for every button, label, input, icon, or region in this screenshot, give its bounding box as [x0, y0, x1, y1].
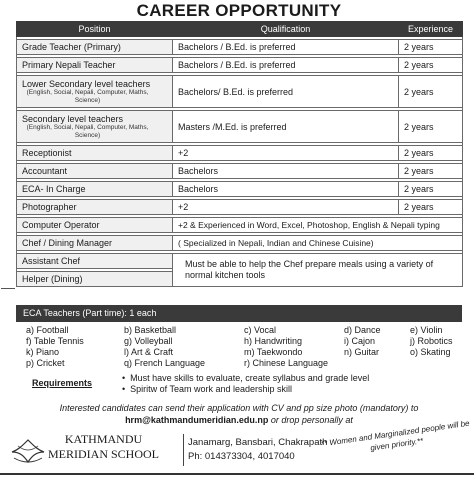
margin-tick: [1, 288, 15, 289]
school-name-line2: MERIDIAN SCHOOL: [48, 447, 159, 461]
email-link[interactable]: hrm@kathmandumeridian.edu.np: [125, 415, 269, 425]
requirement-item: • Spiritw of Team work and leadership skill: [122, 384, 369, 395]
position-subjects: (English, Social, Nepali, Computer, Maths, Science): [26, 88, 149, 104]
experience-cell: 2 years: [399, 200, 463, 215]
qualification-cell: Bachelors: [173, 164, 399, 179]
qualification-cell: Bachelors: [173, 182, 399, 197]
priority-note: ** Women and Marginalized people will be given priority.**: [320, 418, 471, 453]
eca-item: c) Vocal: [244, 325, 277, 335]
school-name-line1: KATHMANDU: [64, 432, 143, 446]
position-title: Lower Secondary level teachers: [22, 78, 151, 89]
eca-item: e) Violin: [410, 325, 443, 335]
table-row: [17, 182, 463, 197]
table-row: [17, 58, 463, 73]
position-subjects: (English, Social, Nepali, Computer, Maths, Science): [26, 123, 149, 139]
position-title: Primary Nepali Teacher: [22, 60, 116, 70]
jobs-table: [16, 21, 463, 287]
experience-cell: 2 years: [399, 58, 463, 73]
table-row: [17, 146, 463, 161]
table-row: [17, 200, 463, 215]
table-row: [17, 40, 463, 55]
experience-cell: 2 years: [399, 111, 463, 143]
career-advertisement: [16, 0, 471, 478]
table-row: [17, 254, 463, 269]
position-cell: Assistant Chef: [17, 254, 173, 269]
position-cell: [17, 40, 173, 55]
school-name: [48, 432, 159, 462]
eca-item: f) Table Tennis: [26, 336, 84, 346]
eca-item: n) Guitar: [344, 347, 380, 357]
position-title: Accountant: [22, 166, 68, 176]
position-cell: [17, 218, 173, 233]
bottom-rule: [0, 473, 474, 475]
requirement-item: • Must have skills to evaluate, create syllabus and grade level: [122, 373, 369, 384]
header-experience: Experience: [399, 22, 463, 37]
qualification-cell: +2 & Experienced in Word, Excel, Photoshop, English & Nepali typing: [173, 218, 463, 233]
qualification-cell: +2: [173, 200, 399, 215]
application-line-2: [16, 414, 462, 426]
position-cell: [17, 164, 173, 179]
qualification-cell: Bachelors / B.Ed. is preferred: [173, 58, 399, 73]
eca-item: k) Piano: [26, 347, 60, 357]
table-row: [17, 218, 463, 233]
position-title: ECA- In Charge: [22, 184, 86, 194]
position-cell: [17, 76, 173, 108]
position-title: Photographer: [22, 202, 77, 212]
table-header-row: [17, 22, 463, 37]
eca-item: l) Art & Craft: [124, 347, 174, 357]
experience-cell: 2 years: [399, 146, 463, 161]
qualification-cell: ( Specialized in Nepali, Indian and Chinese Cuisine): [173, 236, 463, 251]
position-title: Grade Teacher (Primary): [22, 42, 121, 52]
eca-heading: ECA Teachers (Part time): 1 each: [16, 305, 462, 322]
school-logo-block: [8, 432, 168, 470]
qualification-cell: Bachelors/ B.Ed. is preferred: [173, 76, 399, 108]
school-phone: Ph: 014373304, 4017040: [188, 451, 295, 462]
experience-cell: 2 years: [399, 164, 463, 179]
eca-item: b) Basketball: [124, 325, 177, 335]
position-title: Computer Operator: [22, 220, 100, 230]
eca-item: a) Football: [26, 325, 69, 335]
header-qualification: Qualification: [173, 22, 399, 37]
eca-item: o) Skating: [410, 347, 451, 357]
header-position: Position: [17, 22, 173, 37]
eca-item: d) Dance: [344, 325, 381, 335]
drop-text: or drop personally at: [270, 415, 353, 425]
qualification-cell: +2: [173, 146, 399, 161]
position-title: Secondary level teachers: [22, 113, 124, 124]
kitchen-qualification-cell: Must be able to help the Chef prepare meals using a variety of normal kitchen tools: [173, 254, 463, 287]
position-cell: [17, 111, 173, 143]
eca-item: p) Cricket: [26, 358, 65, 368]
table-row: [17, 164, 463, 179]
table-row: [17, 236, 463, 251]
position-cell: [17, 58, 173, 73]
requirements-label: Requirements: [32, 378, 93, 388]
application-line: Interested candidates can send their application with CV and pp size photo (mandatory) to: [59, 403, 419, 413]
eca-item: m) Taekwondo: [244, 347, 303, 357]
school-crest-icon: [8, 436, 48, 466]
eca-item: q) French Language: [124, 358, 206, 368]
position-title: Receptionist: [22, 148, 72, 158]
position-cell: [17, 146, 173, 161]
position-title: Chef / Dining Manager: [22, 238, 113, 248]
position-cell: [17, 236, 173, 251]
jobs-table-body: [17, 37, 463, 287]
qualification-cell: Masters /M.Ed. is preferred: [173, 111, 399, 143]
experience-cell: 2 years: [399, 182, 463, 197]
requirements-list: [122, 373, 369, 395]
table-row: [17, 111, 463, 143]
eca-item: r) Chinese Language: [244, 358, 329, 368]
eca-item: h) Handwriting: [244, 336, 303, 346]
position-cell: Helper (Dining): [17, 272, 173, 287]
page-title: CAREER OPPORTUNITY: [136, 1, 342, 20]
table-row: [17, 76, 463, 108]
eca-item: g) Volleyball: [124, 336, 173, 346]
eca-item: j) Robotics: [410, 336, 453, 346]
position-cell: [17, 182, 173, 197]
qualification-cell: Bachelors / B.Ed. is preferred: [173, 40, 399, 55]
experience-cell: 2 years: [399, 76, 463, 108]
school-address: Janamarg, Bansbari, Chakrapath: [188, 437, 328, 448]
eca-item: i) Cajon: [344, 336, 376, 346]
footer-divider: [183, 434, 184, 466]
experience-cell: 2 years: [399, 40, 463, 55]
position-cell: [17, 200, 173, 215]
application-note: [16, 402, 462, 426]
school-contact: [188, 436, 327, 464]
